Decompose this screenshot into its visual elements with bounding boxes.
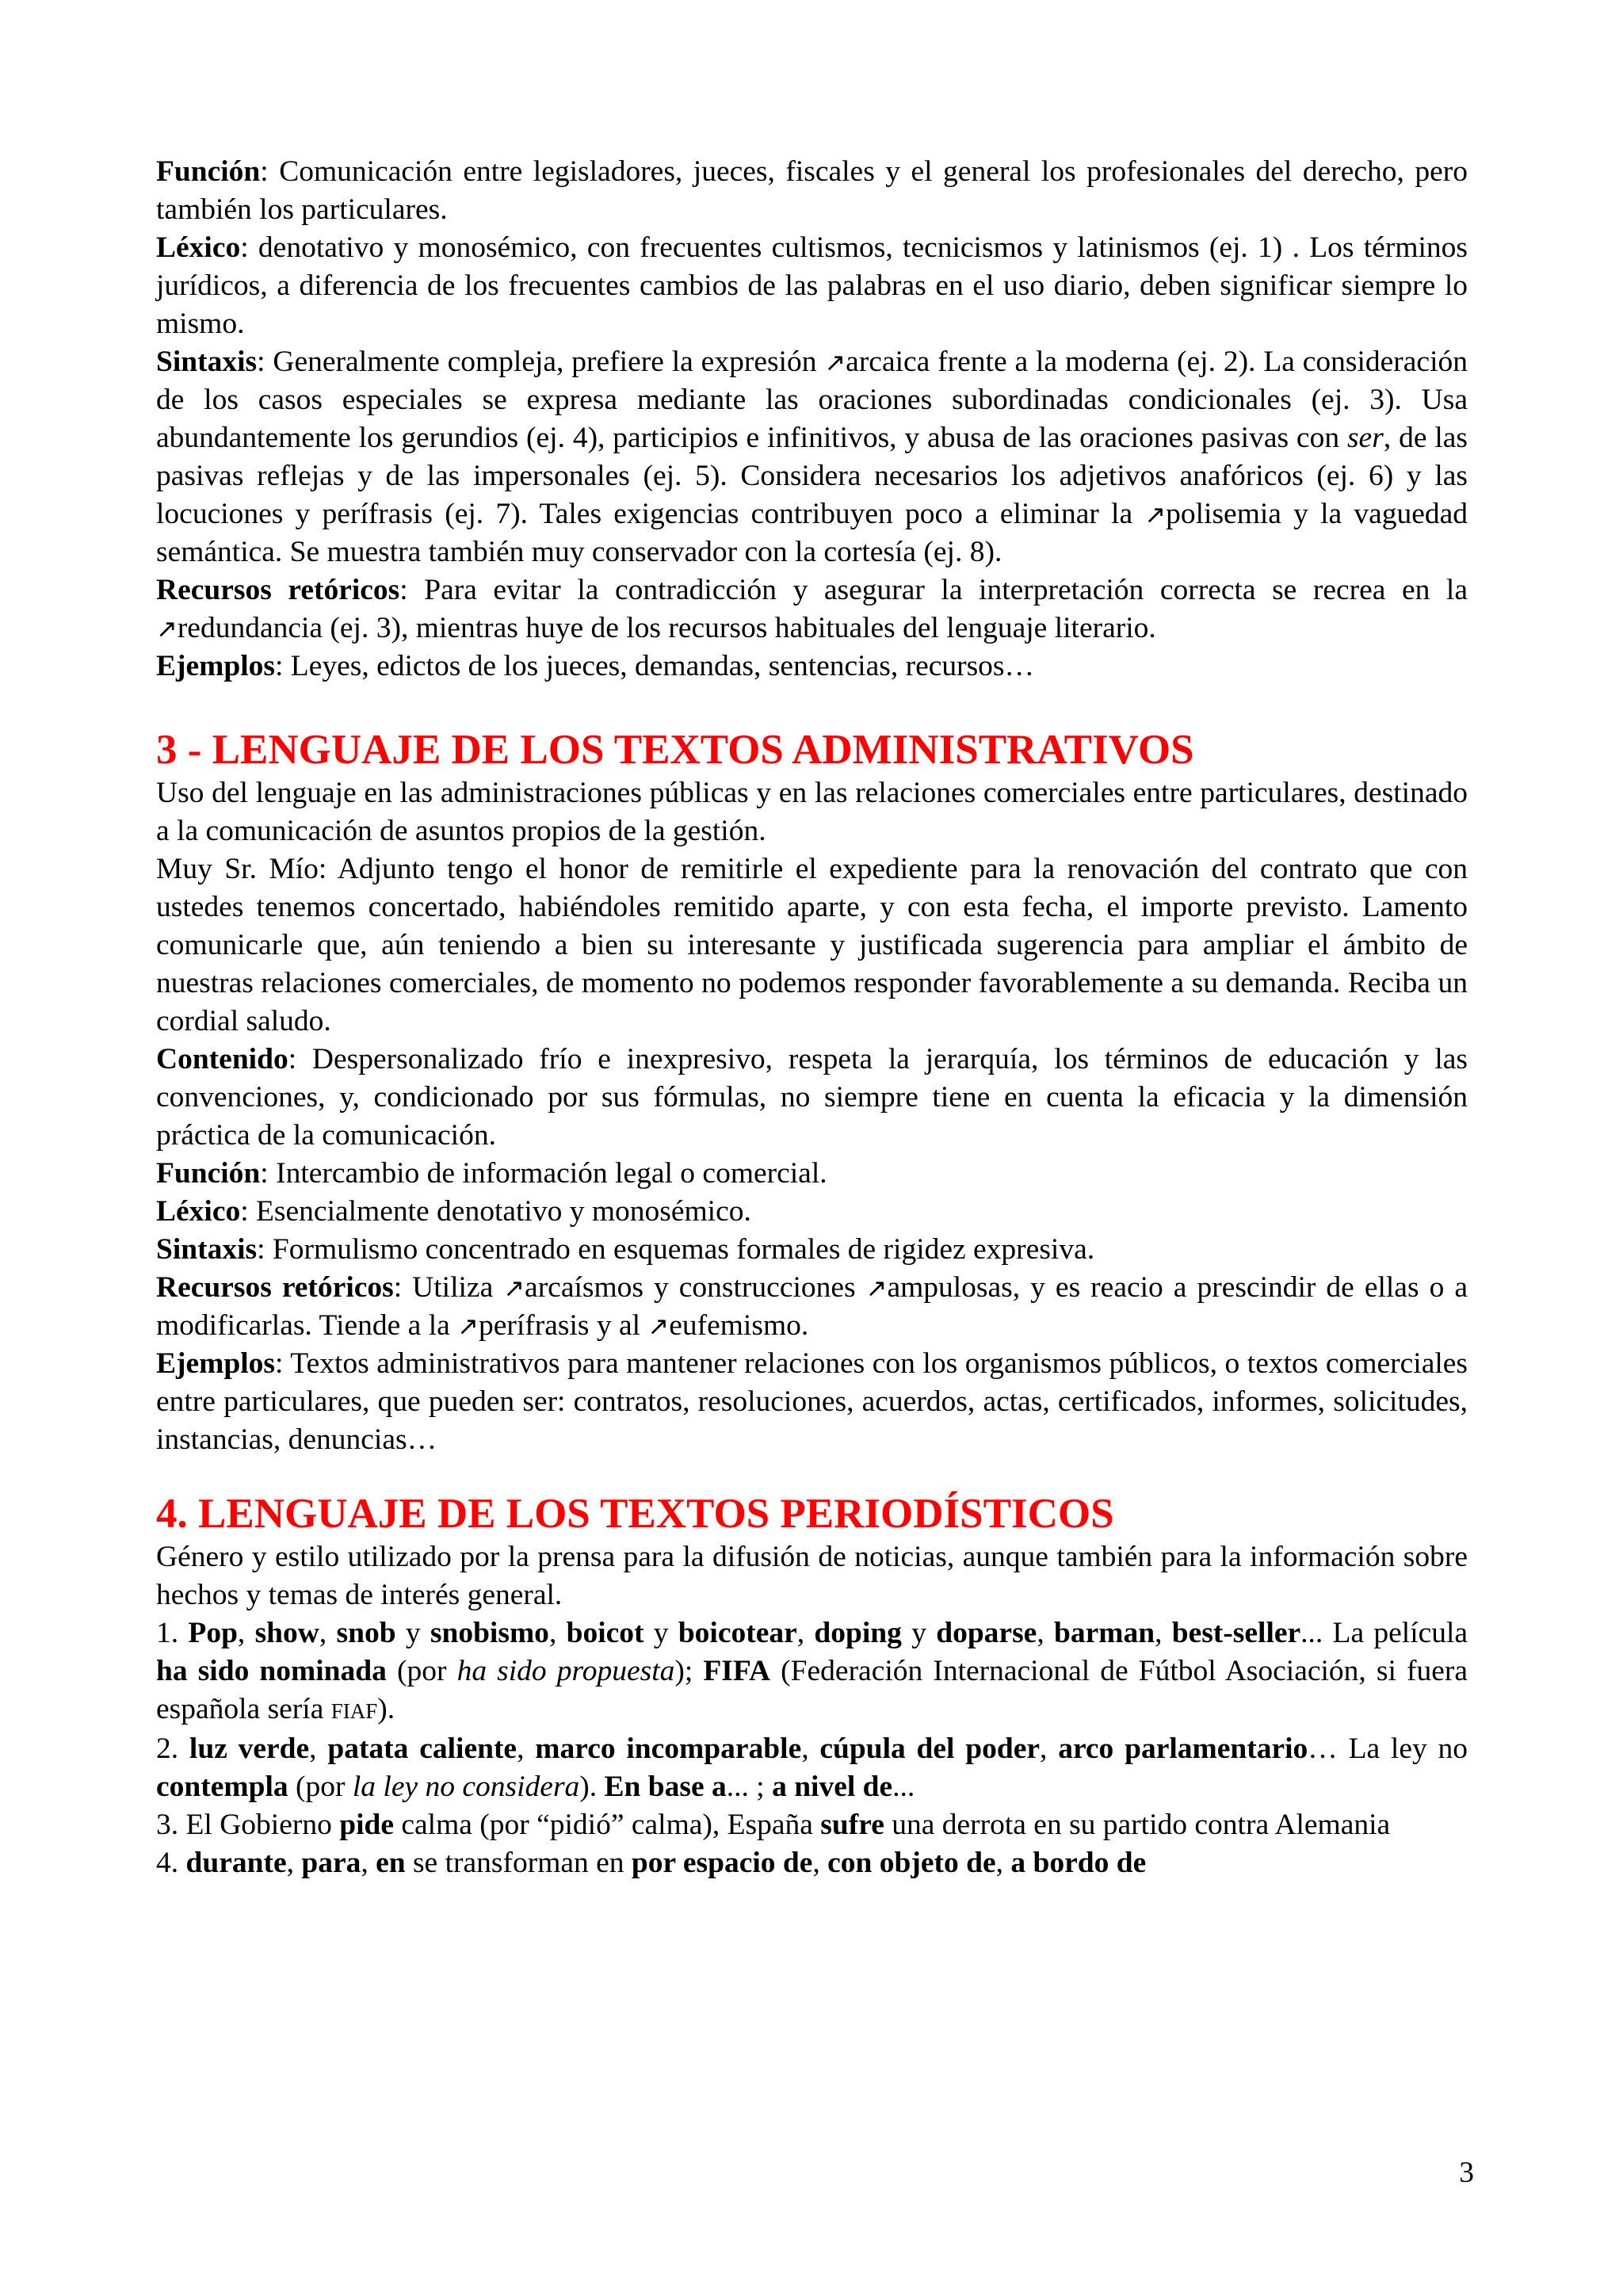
bold-term: a bordo de	[1010, 1847, 1147, 1879]
text-fragment: y	[643, 1617, 678, 1649]
text-fragment: El Gobierno	[185, 1809, 340, 1841]
example-number: 1.	[156, 1617, 189, 1649]
text-fragment: ,	[1155, 1617, 1172, 1649]
section-4-intro: Género y estilo utilizado por la prensa para la difusión de noticias, aunque también para la información sobre hechos y temas de interés general.	[156, 1541, 1468, 1611]
bold-term: pide	[339, 1809, 394, 1841]
field-text: : Para evitar la contradicción y asegurar la interpretación correcta se recrea en la	[399, 574, 1468, 606]
text-fragment: ... ;	[726, 1771, 773, 1803]
text-fragment: ... La película	[1300, 1617, 1468, 1649]
field-text: eufemismo.	[669, 1309, 809, 1342]
example-item-1	[156, 1614, 1468, 1730]
field-text: : Comunicación entre legisladores, jueces, fiscales y el general los profesionales del derecho, pero también los particulares.	[156, 155, 1468, 226]
bold-term: doping	[814, 1617, 902, 1649]
bold-term: cúpula del poder	[819, 1733, 1041, 1765]
bold-term: durante	[185, 1847, 287, 1879]
text-fragment: (por	[386, 1655, 457, 1687]
field-text: : Generalmente compleja, prefiere la expresión	[257, 346, 825, 378]
field-label: Función	[156, 1157, 261, 1190]
page-number: 3	[1459, 2157, 1474, 2189]
field-label: Función	[156, 155, 261, 188]
field-text: ampulosas, y es reacio a prescindir de ellas o a modificarlas. Tiende a la	[156, 1271, 1468, 1342]
example-item-4	[156, 1844, 1468, 1882]
example-number: 3.	[156, 1809, 186, 1841]
text-fragment: y	[901, 1617, 937, 1649]
bold-term: doparse	[936, 1617, 1037, 1649]
field-label: Sintaxis	[156, 346, 258, 378]
lexico-paragraph	[156, 1193, 1468, 1231]
text-fragment: ).	[377, 1693, 395, 1725]
bold-term: barman	[1053, 1617, 1155, 1649]
field-text: : denotativo y monosémico, con frecuentes cultismos, tecnicismos y latinismos (ej. 1) . Los términos jurídicos, a diferencia de los frecuentes cambios de las palabras en el uso diario, deben significar siempre lo mismo.	[156, 231, 1468, 340]
field-text: : Intercambio de información legal o comercial.	[260, 1157, 827, 1190]
field-label: Recursos retóricos	[156, 1271, 394, 1304]
text-fragment: ,	[1037, 1617, 1054, 1649]
italic-term: ha sido propuesta	[456, 1655, 675, 1687]
text-fragment: ,	[309, 1733, 328, 1765]
section-3-heading: 3 - LENGUAJE DE LOS TEXTOS ADMINISTRATIVOS	[156, 727, 1194, 773]
bold-term: sufre	[820, 1809, 884, 1841]
section-4-heading: 4. LENGUAJE DE LOS TEXTOS PERIODÍSTICOS	[156, 1491, 1114, 1537]
example-item-2	[156, 1730, 1468, 1806]
field-text: polisemia y la vaguedad semántica. Se muestra también muy conservador con la cortesía (ej. 8).	[156, 498, 1468, 568]
small-caps-term: FIAF	[330, 1699, 378, 1723]
sintaxis-paragraph	[156, 343, 1468, 571]
text-fragment: y	[395, 1617, 430, 1649]
ejemplos-paragraph	[156, 1345, 1468, 1459]
field-text: perífrasis y al	[478, 1309, 648, 1342]
text-fragment: ,	[548, 1617, 567, 1649]
text-fragment: ,	[812, 1847, 828, 1879]
ejemplos-paragraph	[156, 648, 1468, 686]
field-text: : Esencialmente denotativo y monosémico.	[240, 1195, 751, 1228]
funcion-paragraph	[156, 1155, 1468, 1193]
bold-term: best-seller	[1171, 1617, 1301, 1649]
recursos-paragraph	[156, 571, 1468, 648]
funcion-paragraph	[156, 153, 1468, 229]
field-text: : Despersonalizado frío e inexpresivo, respeta la jerarquía, los términos de educación y las convenciones, y, condicionado por sus fórmulas, no siempre tiene en cuenta la eficacia y la dimensión práctica de la comunicación.	[156, 1043, 1468, 1152]
field-label: Contenido	[156, 1043, 288, 1075]
field-label: Sintaxis	[156, 1233, 258, 1266]
arrow-ne-icon: ↗	[865, 1273, 888, 1303]
text-fragment: ,	[517, 1733, 536, 1765]
example-letter-quote: Muy Sr. Mío: Adjunto tengo el honor de remitirle el expediente para la renovación del contrato que con ustedes tenemos concertado, habiéndoles remitido aparte, y con esta fecha, el importe previsto. Lamento comunicarle que, aún teniendo a bien su interesante y justificada sugerencia para ampliar el ámbito de nuestras relaciones comerciales, de momento no podemos responder favorablemente a su demanda. Reciba un cordial saludo.	[156, 853, 1468, 1037]
arrow-ne-icon: ↗	[156, 613, 178, 644]
text-fragment: ...	[892, 1771, 915, 1803]
field-text: arcaica frente a la moderna (ej. 2). La consideración de los casos especiales se expresa mediante las oraciones subordinadas condicionales (ej. 3). Usa abundantemente los gerundios (ej. 4), participios e infinitivos, y abusa de las oraciones pasivas con	[156, 346, 1468, 454]
text-fragment: (por	[288, 1771, 353, 1803]
section-3-intro: Uso del lenguaje en las administraciones públicas y en las relaciones comerciales entre particulares, destinado a la comunicación de asuntos propios de la gestión.	[156, 777, 1468, 847]
bold-term: En base a	[604, 1771, 727, 1803]
bold-term: snob	[336, 1617, 396, 1649]
bold-term: show	[254, 1617, 319, 1649]
bold-term: con objeto de	[827, 1847, 996, 1879]
field-text: : Leyes, edictos de los jueces, demandas, sentencias, recursos…	[275, 650, 1035, 682]
bold-term: marco incomparable	[535, 1733, 802, 1765]
field-text: redundancia (ej. 3), mientras huye de los recursos habituales del lenguaje literario.	[177, 612, 1156, 644]
lexico-paragraph	[156, 229, 1468, 343]
text-fragment: ,	[995, 1847, 1011, 1879]
sintaxis-paragraph	[156, 1231, 1468, 1269]
text-fragment: ,	[801, 1733, 820, 1765]
arrow-ne-icon: ↗	[824, 347, 846, 377]
text-fragment: ,	[361, 1847, 376, 1879]
bold-term: boicot	[566, 1617, 644, 1649]
arrow-ne-icon: ↗	[647, 1311, 670, 1341]
bold-term: en	[376, 1847, 406, 1879]
field-text: , de las pasivas reflejas y de las impersonales (ej. 5). Considera necesarios los adjetivos anafóricos (ej. 6) y las locuciones y perífrasis (ej. 7). Tales exigencias contribuyen poco a eliminar la	[156, 422, 1468, 530]
bold-term: snobismo	[430, 1617, 549, 1649]
example-number: 2.	[156, 1733, 189, 1765]
text-fragment: se transforman en	[405, 1847, 632, 1879]
text-fragment: );	[674, 1655, 704, 1687]
bold-term: FIFA	[703, 1655, 771, 1687]
arrow-ne-icon: ↗	[503, 1273, 525, 1303]
italic-term: la ley no considera	[352, 1771, 580, 1803]
field-text: : Textos administrativos para mantener relaciones con los organismos públicos, o textos comerciales entre particulares, que pueden ser: contratos, resoluciones, acuerdos, actas, certificados, informes, solicitudes, instancias, denuncias…	[156, 1347, 1468, 1456]
field-label: Recursos retóricos	[156, 574, 400, 606]
text-fragment: (Federación Internacional de Fútbol Asociación, si fuera española sería	[156, 1655, 1468, 1725]
bold-term: ha sido nominada	[156, 1655, 387, 1687]
field-label: Léxico	[156, 231, 241, 264]
bold-term: Pop	[188, 1617, 238, 1649]
bold-term: para	[301, 1847, 361, 1879]
recursos-paragraph	[156, 1269, 1468, 1345]
bold-term: por espacio de	[631, 1847, 813, 1879]
text-fragment: ).	[579, 1771, 605, 1803]
text-fragment: … La ley no	[1308, 1733, 1468, 1765]
text-fragment: ,	[237, 1617, 255, 1649]
text-fragment: ,	[796, 1617, 815, 1649]
field-text: : Formulismo concentrado en esquemas formales de rigidez expresiva.	[257, 1233, 1095, 1266]
text-fragment: ,	[1040, 1733, 1059, 1765]
example-item-3	[156, 1806, 1468, 1844]
bold-term: contempla	[156, 1771, 288, 1803]
bold-term: a nivel de	[772, 1771, 893, 1803]
bold-term: boicotear	[678, 1617, 797, 1649]
contenido-paragraph	[156, 1041, 1468, 1155]
text-fragment: ,	[286, 1847, 302, 1879]
field-label: Ejemplos	[156, 1347, 275, 1380]
field-label: Ejemplos	[156, 650, 275, 682]
example-number: 4.	[156, 1847, 186, 1879]
arrow-ne-icon: ↗	[457, 1311, 479, 1341]
arrow-ne-icon: ↗	[1144, 499, 1167, 529]
italic-term: ser	[1346, 422, 1384, 454]
field-text: : Utiliza	[393, 1271, 504, 1304]
bold-term: luz verde	[189, 1733, 310, 1765]
text-fragment: una derrota en su partido contra Alemania	[884, 1809, 1391, 1841]
text-fragment: calma (por “pidió” calma), España	[394, 1809, 821, 1841]
field-label: Léxico	[156, 1195, 241, 1228]
page-content	[156, 153, 1468, 1882]
bold-term: patata caliente	[327, 1733, 517, 1765]
field-text: arcaísmos y construcciones	[525, 1271, 866, 1304]
bold-term: arco parlamentario	[1058, 1733, 1308, 1765]
text-fragment: ,	[319, 1617, 337, 1649]
